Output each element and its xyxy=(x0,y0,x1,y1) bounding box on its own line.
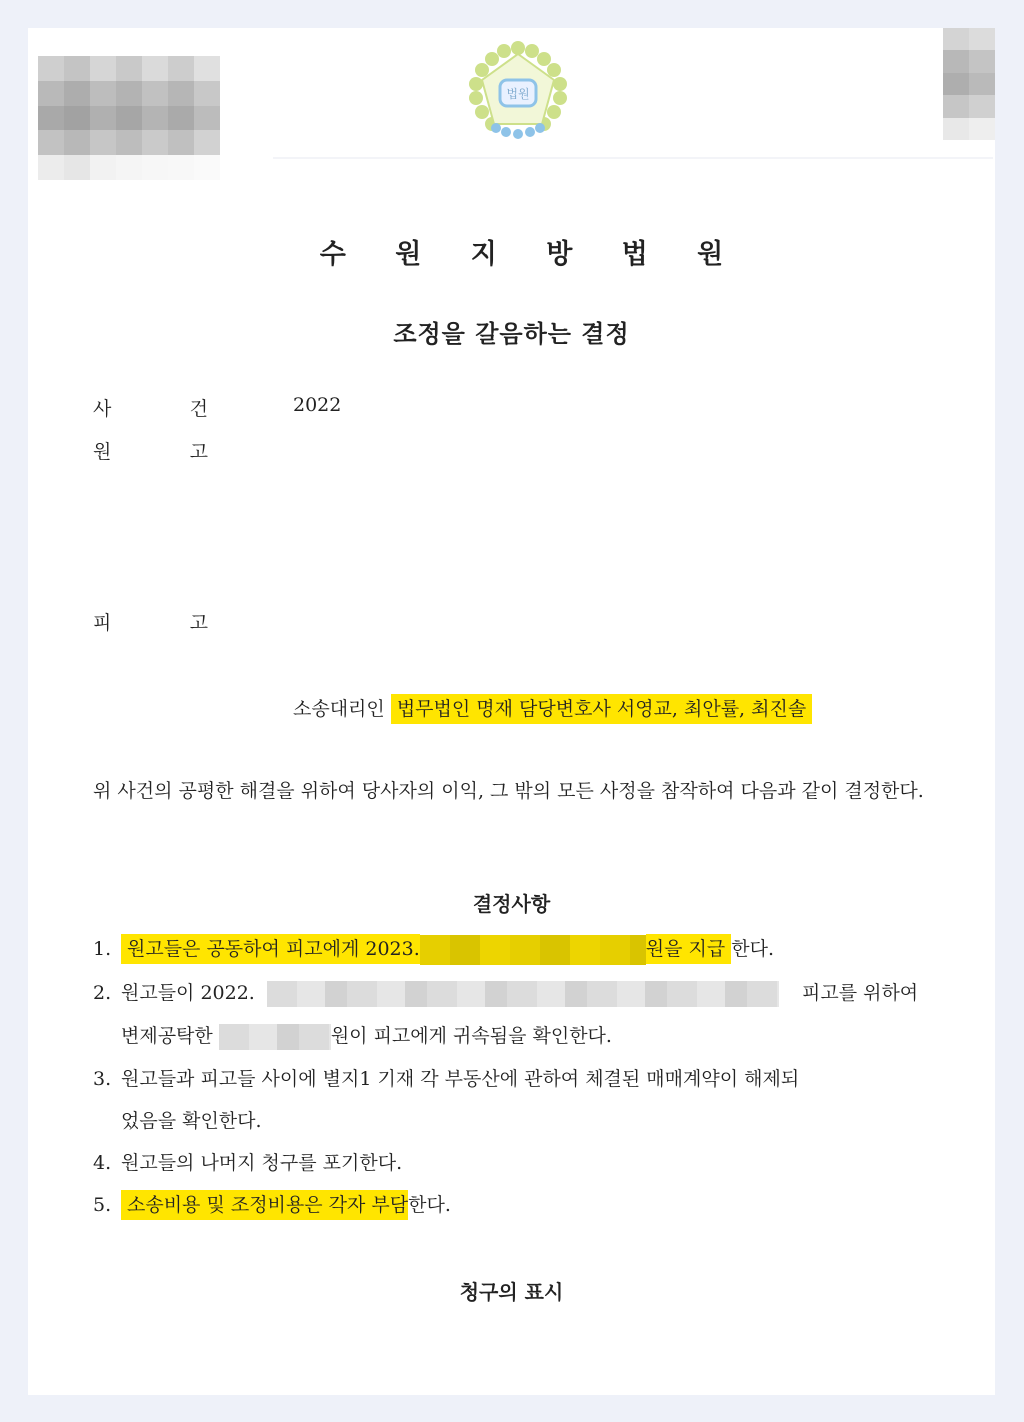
decision-item-2 xyxy=(93,978,779,1007)
item-number: 1. xyxy=(93,938,112,960)
seal-text: 법원 xyxy=(506,87,530,101)
item-2-text-d: 원이 피고에게 귀속됨을 확인한다. xyxy=(330,1025,612,1047)
case-label: 사 건 xyxy=(93,398,208,420)
representative-line xyxy=(293,694,812,721)
decision-item-1 xyxy=(93,934,774,965)
item-2-text-b: 피고를 위하여 xyxy=(802,982,919,1004)
court-name: 수 원 지 방 법 원 xyxy=(319,239,744,270)
item-1-highlight-a: 원고들은 공동하여 피고에게 2023. xyxy=(121,934,420,964)
document-title: 조정을 갈음하는 결정 xyxy=(393,320,630,348)
item-2-text-a: 원고들이 2022. xyxy=(121,982,255,1004)
item-number: 2. xyxy=(93,982,112,1004)
item-number: 5. xyxy=(93,1194,112,1216)
redacted-header-block xyxy=(38,56,220,180)
decision-item-5 xyxy=(93,1190,451,1217)
item-2-text-c: 변제공탁한 xyxy=(121,1025,213,1047)
representative-name-highlight: 법무법인 명재 담당변호사 서영교, 최안률, 최진솔 xyxy=(391,694,812,724)
item-4-text: 원고들의 나머지 청구를 포기한다. xyxy=(121,1152,403,1174)
item-3-text-a: 원고들과 피고들 사이에 별지1 기재 각 부동산에 관하여 체결된 매매계약이 해제되 xyxy=(121,1068,800,1090)
item-5-highlight: 소송비용 및 조정비용은 각자 부담 xyxy=(121,1190,408,1220)
redacted-amount xyxy=(420,935,646,965)
redacted-deposit-info xyxy=(267,981,779,1007)
redacted-amount-2 xyxy=(219,1024,331,1050)
claim-heading: 청구의 표시 xyxy=(459,1280,564,1304)
intro-paragraph: 위 사건의 공평한 해결을 위하여 당사자의 이익, 그 밖의 모든 사정을 참작하여 다음과 같이 결정한다. xyxy=(93,780,924,802)
decision-item-3 xyxy=(93,1064,799,1091)
court-seal-emblem xyxy=(466,40,570,144)
plaintiff-label: 원 고 xyxy=(93,441,208,463)
defendant-label: 피 고 xyxy=(93,612,208,634)
item-number: 3. xyxy=(93,1068,112,1090)
item-number: 4. xyxy=(93,1152,112,1174)
case-number: 2022 xyxy=(293,394,342,416)
decision-heading: 결정사항 xyxy=(472,892,551,916)
document-page xyxy=(28,28,995,1395)
representative-label: 소송대리인 xyxy=(293,698,385,720)
item-5-tail: 한다. xyxy=(408,1194,451,1216)
header-divider xyxy=(273,157,993,159)
redacted-corner-block xyxy=(943,28,995,140)
item-1-highlight-b: 원을 지급 xyxy=(646,934,731,964)
item-3-text-b: 었음을 확인한다. xyxy=(121,1110,262,1132)
decision-item-2-cont xyxy=(121,1021,612,1050)
item-1-tail: 한다. xyxy=(731,938,774,960)
decision-item-4 xyxy=(93,1148,402,1175)
